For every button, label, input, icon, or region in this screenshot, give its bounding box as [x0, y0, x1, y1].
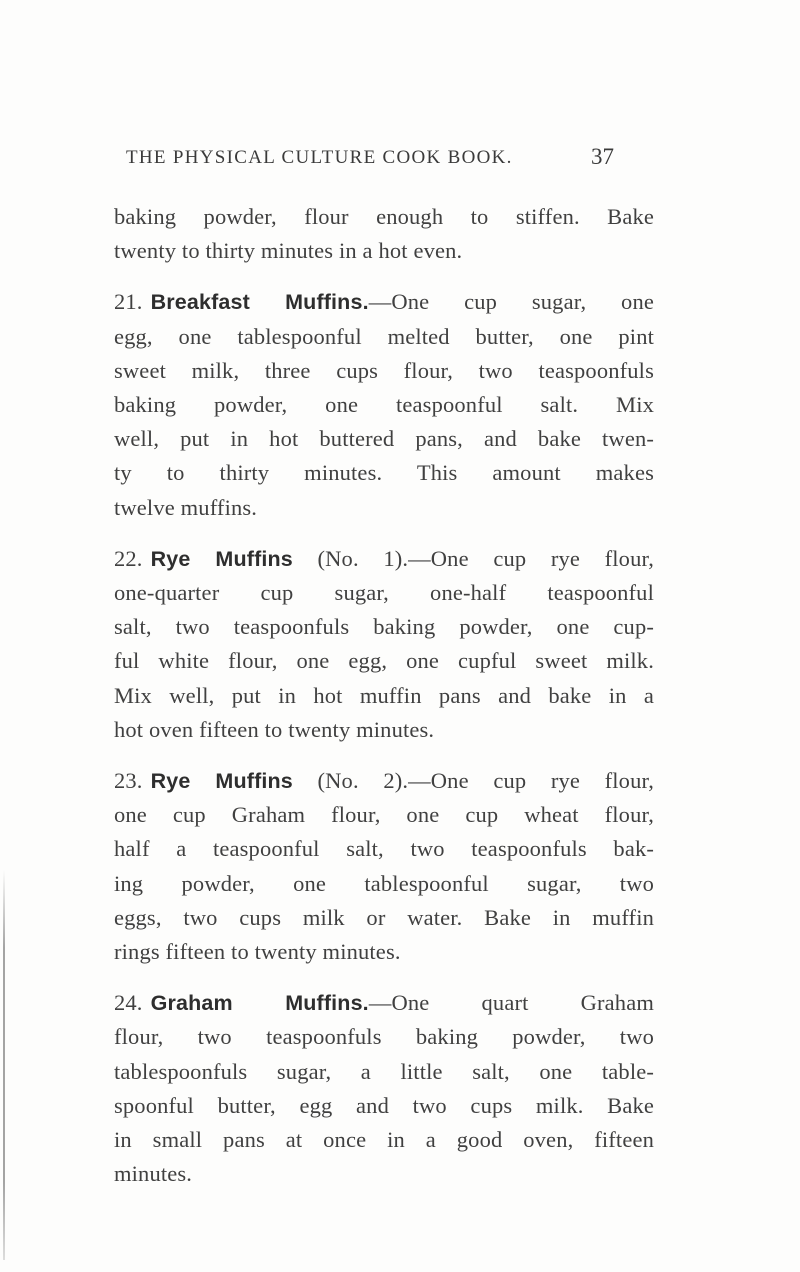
text-line: half a teaspoonful salt, two teaspoonfuls bak-: [114, 836, 654, 862]
text-line: in small pans at once in a good oven, fifteen: [114, 1127, 654, 1153]
text-line: minutes.: [114, 1161, 193, 1187]
recipe-22: [114, 542, 654, 747]
text-line: sweet milk, three cups flour, two teaspoonfuls: [114, 357, 654, 383]
text-line: ing powder, one tablespoonful sugar, two: [114, 870, 654, 896]
running-head: [0, 144, 800, 177]
text-line: egg, one tablespoonful melted butter, one pint: [114, 323, 654, 349]
text-line: one-quarter cup sugar, one-half teaspoonful: [114, 580, 654, 606]
running-title: THE PHYSICAL CULTURE COOK BOOK.: [126, 147, 513, 168]
text-line: [114, 986, 654, 1020]
page-edge-shadow: [3, 870, 5, 1260]
recipe-21: [114, 285, 654, 524]
recipe-text: —One quart Graham: [368, 990, 654, 1016]
recipe-title: Breakfast Muffins.: [150, 290, 369, 315]
recipe-title: Rye Muffins: [150, 546, 293, 571]
recipe-number: 23.: [114, 768, 143, 794]
recipe-text: (No. 1).—One cup rye flour,: [292, 545, 654, 571]
text-line: eggs, two cups milk or water. Bake in muffin: [114, 904, 654, 930]
text-line: twenty to thirty minutes in a hot even.: [114, 238, 463, 264]
text-line: flour, two teaspoonfuls baking powder, two: [114, 1024, 654, 1050]
text-line: one cup Graham flour, one cup wheat flour,: [114, 802, 654, 828]
recipe-text: —One cup sugar, one: [368, 289, 654, 315]
recipe-number: 22.: [114, 545, 143, 571]
text-line: baking powder, one teaspoonful salt. Mix: [114, 392, 654, 418]
recipe-title: Rye Muffins: [150, 769, 293, 794]
text-line: rings fifteen to twenty minutes.: [114, 939, 401, 965]
text-line: [114, 285, 654, 319]
text-line: baking powder, flour enough to stiffen. Bake: [114, 204, 654, 229]
text-line: spoonful butter, egg and two cups milk. Bake: [114, 1092, 654, 1118]
text-line: [114, 542, 654, 576]
text-line: twelve muffins.: [114, 494, 258, 520]
page-number: 37: [591, 144, 614, 169]
body-text: [114, 200, 654, 1208]
text-line: ful white flour, one egg, one cupful sweet milk.: [114, 648, 654, 674]
text-line: hot oven fifteen to twenty minutes.: [114, 716, 435, 742]
recipe-23: [114, 764, 654, 969]
recipe-number: 24.: [114, 990, 143, 1016]
recipe-number: 21.: [114, 289, 143, 315]
recipe-title: Graham Muffins.: [150, 991, 369, 1016]
text-line: ty to thirty minutes. This amount makes: [114, 460, 654, 486]
recipe-text: (No. 2).—One cup rye flour,: [292, 768, 654, 794]
continuation-paragraph: [114, 200, 654, 268]
text-line: tablespoonfuls sugar, a little salt, one table-: [114, 1058, 654, 1084]
text-line: [114, 764, 654, 798]
recipe-24: [114, 986, 654, 1191]
text-line: well, put in hot buttered pans, and bake twen-: [114, 426, 654, 452]
text-line: Mix well, put in hot muffin pans and bake in a: [114, 682, 654, 708]
text-line: salt, two teaspoonfuls baking powder, one cup-: [114, 614, 654, 640]
